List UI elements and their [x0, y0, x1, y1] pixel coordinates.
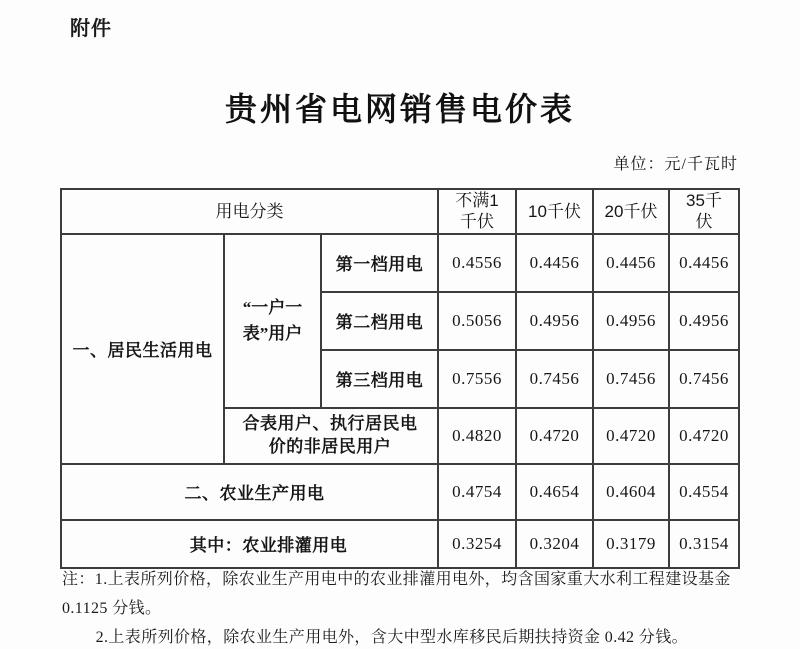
combined-price-10kv: 0.4720: [516, 408, 593, 464]
tier3-price-under1kv: 0.7556: [438, 350, 516, 408]
irrigation-price-10kv: 0.3204: [516, 520, 593, 568]
tier3-price-20kv: 0.7456: [593, 350, 669, 408]
agriculture-price-35kv: 0.4554: [669, 464, 739, 520]
irrigation-price-35kv: 0.3154: [669, 520, 739, 568]
irrigation-price-under1kv: 0.3254: [438, 520, 516, 568]
header-cell-category: 用电分类: [61, 189, 438, 234]
tier3-price-10kv: 0.7456: [516, 350, 593, 408]
combined-price-35kv: 0.4720: [669, 408, 739, 464]
combined-price-under1kv: 0.4820: [438, 408, 516, 464]
tier1-price-10kv: 0.4456: [516, 234, 593, 292]
combined-price-20kv: 0.4720: [593, 408, 669, 464]
metered-users-cell: “一户一表”用户: [224, 234, 321, 408]
footnote-1: 注：1.上表所列价格，除农业生产用电中的农业排灌用电外，均含国家重大水利工程建设基金 0.1125 分钱。: [62, 571, 731, 617]
unit-label: 单位：元/千瓦时: [613, 156, 738, 173]
tier2-price-10kv: 0.4956: [516, 292, 593, 350]
agriculture-label-cell: 二、农业生产用电: [61, 464, 438, 520]
tier3-label-cell: 第三档用电: [321, 350, 438, 408]
tier1-price-under1kv: 0.4556: [438, 234, 516, 292]
header-cell-voltage-35kv: 35千伏: [669, 189, 739, 234]
tier1-label-cell: 第一档用电: [321, 234, 438, 292]
table-row-agriculture: [61, 464, 739, 520]
table-row-tier1: [61, 234, 739, 292]
tier3-price-35kv: 0.7456: [669, 350, 739, 408]
tier2-price-20kv: 0.4956: [593, 292, 669, 350]
table-row-irrigation: [61, 520, 739, 568]
tier1-price-20kv: 0.4456: [593, 234, 669, 292]
combined-meter-label-cell: 合表用户、执行居民电价的非居民用户: [224, 408, 438, 464]
agriculture-price-20kv: 0.4604: [593, 464, 669, 520]
header-cell-voltage-20kv: 20千伏: [593, 189, 669, 234]
header-cell-voltage-under1kv: 不满1千伏: [438, 189, 516, 234]
residential-category-cell: 一、居民生活用电: [61, 234, 224, 464]
table-header-row: [61, 189, 739, 234]
tier2-price-under1kv: 0.5056: [438, 292, 516, 350]
attachment-label: 附件: [70, 18, 112, 40]
irrigation-price-20kv: 0.3179: [593, 520, 669, 568]
tier2-price-35kv: 0.4956: [669, 292, 739, 350]
agriculture-price-10kv: 0.4654: [516, 464, 593, 520]
tier2-label-cell: 第二档用电: [321, 292, 438, 350]
price-table: [60, 188, 740, 569]
page-title: 贵州省电网销售电价表: [224, 91, 575, 127]
agriculture-price-under1kv: 0.4754: [438, 464, 516, 520]
tier1-price-35kv: 0.4456: [669, 234, 739, 292]
irrigation-label-cell: 其中：农业排灌用电: [61, 520, 438, 568]
header-cell-voltage-10kv: 10千伏: [516, 189, 593, 234]
footnote-2: 2.上表所列价格，除农业生产用电外，含大中型水库移民后期扶持资金 0.42 分钱。: [95, 628, 688, 646]
footnotes: [62, 566, 742, 649]
